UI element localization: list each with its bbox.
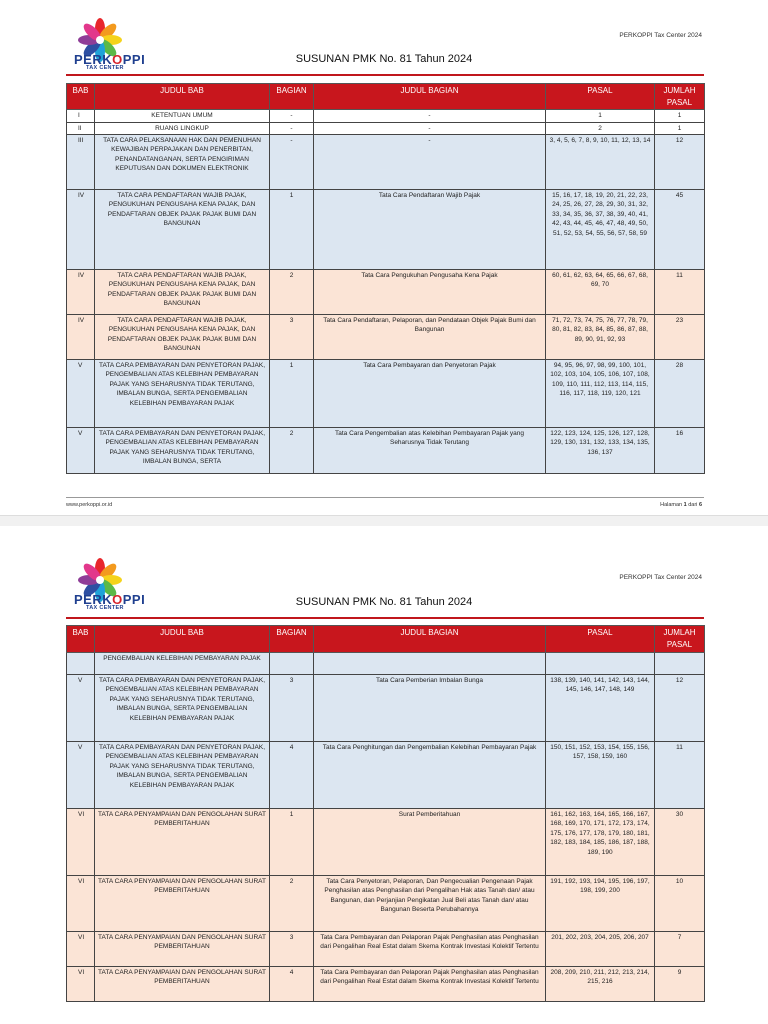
- pasal-cell: 208, 209, 210, 211, 212, 213, 214, 215, 216: [546, 967, 655, 1002]
- judul-bagian-cell: Surat Pemberitahuan: [314, 809, 546, 876]
- column-header: JUDUL BAB: [95, 84, 270, 110]
- pasal-cell: 3, 4, 5, 6, 7, 8, 9, 10, 11, 12, 13, 14: [546, 135, 655, 190]
- pasal-cell: 201, 202, 203, 204, 205, 206, 207: [546, 932, 655, 967]
- column-header: PASAL: [546, 626, 655, 653]
- pasal-cell: 60, 61, 62, 63, 64, 65, 66, 67, 68, 69, 70: [546, 270, 655, 315]
- bagian-cell: 3: [270, 675, 314, 742]
- judul-bagian-cell: [314, 653, 546, 675]
- column-header: BAB: [67, 84, 95, 110]
- bab-cell: V: [67, 742, 95, 809]
- pmk-structure-table: [66, 83, 705, 474]
- footer-rule: [66, 497, 704, 498]
- judul-bab-cell: TATA CARA PEMBAYARAN DAN PENYETORAN PAJAK, PENGEMBALIAN ATAS KELEBIHAN PEMBAYARAN PAJAK YANG SEHARUSNYA TIDAK TERUTANG, IMBALAN BUNGA, SERTA PENGEMBALIAN KELEBIHAN PEMBAYARAN PAJAK: [95, 675, 270, 742]
- table-row: [67, 122, 705, 134]
- header-rule: [66, 617, 704, 619]
- bab-cell: [67, 653, 95, 675]
- bagian-cell: 1: [270, 190, 314, 270]
- judul-bab-cell: TATA CARA PENYAMPAIAN DAN PENGOLAHAN SURAT PEMBERITAHUAN: [95, 809, 270, 876]
- bagian-cell: 4: [270, 967, 314, 1002]
- page-title: SUSUNAN PMK No. 81 Tahun 2024: [295, 53, 473, 65]
- judul-bagian-cell: Tata Cara Pembayaran dan Pelaporan Pajak Penghasilan atas Penghasilan dari Pengalihan Real Estat dalam Skema Kontrak Investasi Kolektif Tertentu: [314, 932, 546, 967]
- table-row: [67, 742, 705, 809]
- jumlah-pasal-cell: 28: [655, 360, 705, 428]
- jumlah-pasal-cell: 30: [655, 809, 705, 876]
- judul-bab-cell: RUANG LINGKUP: [95, 122, 270, 134]
- bagian-cell: -: [270, 122, 314, 134]
- bab-cell: VI: [67, 876, 95, 932]
- bab-cell: IV: [67, 315, 95, 360]
- bagian-cell: 2: [270, 876, 314, 932]
- judul-bab-cell: TATA CARA PENYAMPAIAN DAN PENGOLAHAN SURAT PEMBERITAHUAN: [95, 932, 270, 967]
- pasal-cell: 71, 72, 73, 74, 75, 76, 77, 78, 79, 80, 81, 82, 83, 84, 85, 86, 87, 88, 89, 90, 91, 92, 93: [546, 315, 655, 360]
- brand-name: PERKOPPI: [74, 52, 146, 67]
- judul-bagian-cell: Tata Cara Pendaftaran, Pelaporan, dan Pendataan Objek Pajak Bumi dan Bangunan: [314, 315, 546, 360]
- judul-bagian-cell: Tata Cara Pendaftaran Wajib Pajak: [314, 190, 546, 270]
- judul-bagian-cell: Tata Cara Pengukuhan Pengusaha Kena Pajak: [314, 270, 546, 315]
- judul-bab-cell: TATA CARA PEMBAYARAN DAN PENYETORAN PAJAK, PENGEMBALIAN ATAS KELEBIHAN PEMBAYARAN PAJAK YANG SEHARUSNYA TIDAK TERUTANG, IMBALAN BUNGA, SERTA: [95, 428, 270, 474]
- table-row: [67, 190, 705, 270]
- table-row: [67, 932, 705, 967]
- footer-url: www.perkoppi.or.id: [66, 502, 113, 508]
- jumlah-pasal-cell: 11: [655, 742, 705, 809]
- table-row: [67, 315, 705, 360]
- bab-cell: VI: [67, 932, 95, 967]
- brand-subtitle: TAX CENTER: [86, 605, 124, 611]
- bagian-cell: 4: [270, 742, 314, 809]
- jumlah-pasal-cell: 23: [655, 315, 705, 360]
- table-row: [67, 135, 705, 190]
- table-row: [67, 360, 705, 428]
- jumlah-pasal-cell: 12: [655, 135, 705, 190]
- jumlah-pasal-cell: 1: [655, 122, 705, 134]
- bagian-cell: -: [270, 135, 314, 190]
- judul-bab-cell: TATA CARA PENDAFTARAN WAJIB PAJAK, PENGUKUHAN PENGUSAHA KENA PAJAK, DAN PENDAFTARAN OBJEK PAJAK PAJAK BUMI DAN BANGUNAN: [95, 270, 270, 315]
- jumlah-pasal-cell: 9: [655, 967, 705, 1002]
- column-header: BAGIAN: [270, 84, 314, 110]
- judul-bab-cell: TATA CARA PENDAFTARAN WAJIB PAJAK, PENGUKUHAN PENGUSAHA KENA PAJAK, DAN PENDAFTARAN OBJEK PAJAK PAJAK BUMI DAN BANGUNAN: [95, 190, 270, 270]
- jumlah-pasal-cell: 45: [655, 190, 705, 270]
- document-page-2: [0, 526, 768, 1024]
- judul-bagian-cell: -: [314, 122, 546, 134]
- judul-bab-cell: KETENTUAN UMUM: [95, 110, 270, 122]
- bab-cell: VI: [67, 967, 95, 1002]
- pasal-cell: 15, 16, 17, 18, 19, 20, 21, 22, 23, 24, 25, 26, 27, 28, 29, 30, 31, 32, 33, 34, 35, 36, 37, 38, 39, 40, 41, 42, 43, 44, 45, 46, 47, 48, 49, 50, 51, 52, 53, 54, 55, 56, 57, 58, 59: [546, 190, 655, 270]
- bagian-cell: 2: [270, 270, 314, 315]
- tax-center-label: PERKOPPI Tax Center 2024: [619, 574, 702, 581]
- bab-cell: V: [67, 428, 95, 474]
- table-row: [67, 876, 705, 932]
- judul-bagian-cell: -: [314, 110, 546, 122]
- table-row: [67, 809, 705, 876]
- judul-bab-cell: TATA CARA PEMBAYARAN DAN PENYETORAN PAJAK, PENGEMBALIAN ATAS KELEBIHAN PEMBAYARAN PAJAK YANG SEHARUSNYA TIDAK TERUTANG, IMBALAN BUNGA, SERTA PENGEMBALIAN KELEBIHAN PEMBAYARAN PAJAK: [95, 360, 270, 428]
- jumlah-pasal-cell: 12: [655, 675, 705, 742]
- column-header: JUMLAH PASAL: [655, 626, 705, 653]
- column-header: JUDUL BAB: [95, 626, 270, 653]
- table-row: [67, 653, 705, 675]
- jumlah-pasal-cell: 7: [655, 932, 705, 967]
- bagian-cell: 3: [270, 932, 314, 967]
- judul-bab-cell: TATA CARA PENYAMPAIAN DAN PENGOLAHAN SURAT PEMBERITAHUAN: [95, 967, 270, 1002]
- tax-center-label: PERKOPPI Tax Center 2024: [619, 32, 702, 39]
- pasal-cell: 94, 95, 96, 97, 98, 99, 100, 101, 102, 103, 104, 105, 106, 107, 108, 109, 110, 111, 112, 113, 114, 115, 116, 117, 118, 119, 120, 121: [546, 360, 655, 428]
- judul-bagian-cell: Tata Cara Penyetoran, Pelaporan, Dan Pengecualian Pengenaan Pajak Penghasilan atas Penghasilan dari Pengalihan Hak atas Tanah dan/ atau Bangunan, dan Perjanjian Pengikatan Jual Beli atas Tanah dan/ atau Bangunan Beserta Perubahannya: [314, 876, 546, 932]
- table-row: [67, 428, 705, 474]
- judul-bab-cell: TATA CARA PENDAFTARAN WAJIB PAJAK, PENGUKUHAN PENGUSAHA KENA PAJAK, DAN PENDAFTARAN OBJEK PAJAK PAJAK BUMI DAN BANGUNAN: [95, 315, 270, 360]
- table-row: [67, 675, 705, 742]
- jumlah-pasal-cell: 16: [655, 428, 705, 474]
- judul-bagian-cell: Tata Cara Pengembalian atas Kelebihan Pembayaran Pajak yang Seharusnya Tidak Terutang: [314, 428, 546, 474]
- judul-bab-cell: PENGEMBALIAN KELEBIHAN PEMBAYARAN PAJAK: [95, 653, 270, 675]
- pasal-cell: 2: [546, 122, 655, 134]
- judul-bagian-cell: Tata Cara Pemberian Imbalan Bunga: [314, 675, 546, 742]
- pasal-cell: 122, 123, 124, 125, 126, 127, 128, 129, 130, 131, 132, 133, 134, 135, 136, 137: [546, 428, 655, 474]
- column-header: PASAL: [546, 84, 655, 110]
- page-number: Halaman 1 dari 6: [660, 502, 702, 508]
- bagian-cell: 3: [270, 315, 314, 360]
- jumlah-pasal-cell: 11: [655, 270, 705, 315]
- page-title: SUSUNAN PMK No. 81 Tahun 2024: [295, 596, 473, 608]
- bab-cell: IV: [67, 270, 95, 315]
- column-header: BAGIAN: [270, 626, 314, 653]
- bagian-cell: 2: [270, 428, 314, 474]
- column-header: JUDUL BAGIAN: [314, 626, 546, 653]
- jumlah-pasal-cell: 1: [655, 110, 705, 122]
- pasal-cell: 191, 192, 193, 194, 195, 196, 197, 198, 199, 200: [546, 876, 655, 932]
- brand-name: PERKOPPI: [74, 592, 146, 607]
- bab-cell: V: [67, 675, 95, 742]
- brand-subtitle: TAX CENTER: [86, 65, 124, 71]
- bab-cell: I: [67, 110, 95, 122]
- judul-bagian-cell: -: [314, 135, 546, 190]
- jumlah-pasal-cell: [655, 653, 705, 675]
- bab-cell: IV: [67, 190, 95, 270]
- header-rule: [66, 74, 704, 76]
- bagian-cell: 1: [270, 360, 314, 428]
- pmk-structure-table: [66, 625, 705, 1002]
- pasal-cell: 138, 139, 140, 141, 142, 143, 144, 145, 146, 147, 148, 149: [546, 675, 655, 742]
- column-header: JUMLAH PASAL: [655, 84, 705, 110]
- table-row: [67, 110, 705, 122]
- table-row: [67, 270, 705, 315]
- column-header: BAB: [67, 626, 95, 653]
- bab-cell: III: [67, 135, 95, 190]
- bab-cell: II: [67, 122, 95, 134]
- judul-bab-cell: TATA CARA PEMBAYARAN DAN PENYETORAN PAJAK, PENGEMBALIAN ATAS KELEBIHAN PEMBAYARAN PAJAK YANG SEHARUSNYA TIDAK TERUTANG, IMBALAN BUNGA, SERTA PENGEMBALIAN KELEBIHAN PEMBAYARAN PAJAK: [95, 742, 270, 809]
- pasal-cell: 1: [546, 110, 655, 122]
- table-row: [67, 967, 705, 1002]
- bab-cell: VI: [67, 809, 95, 876]
- judul-bagian-cell: Tata Cara Pembayaran dan Pelaporan Pajak Penghasilan atas Penghasilan dari Pengalihan Real Estat dalam Skema Kontrak Investasi Kolektif Tertentu: [314, 967, 546, 1002]
- bagian-cell: -: [270, 110, 314, 122]
- bagian-cell: [270, 653, 314, 675]
- judul-bab-cell: TATA CARA PELAKSANAAN HAK DAN PEMENUHAN KEWAJIBAN PERPAJAKAN DAN PENERBITAN, PENANDATANGANAN, SERTA PENGIRIMAN KEPUTUSAN DAN DOKUMEN ELEKTRONIK: [95, 135, 270, 190]
- judul-bab-cell: TATA CARA PENYAMPAIAN DAN PENGOLAHAN SURAT PEMBERITAHUAN: [95, 876, 270, 932]
- column-header: JUDUL BAGIAN: [314, 84, 546, 110]
- bagian-cell: 1: [270, 809, 314, 876]
- pasal-cell: [546, 653, 655, 675]
- judul-bagian-cell: Tata Cara Penghitungan dan Pengembalian Kelebihan Pembayaran Pajak: [314, 742, 546, 809]
- pasal-cell: 161, 162, 163, 164, 165, 166, 167, 168, 169, 170, 171, 172, 173, 174, 175, 176, 177, 178, 179, 180, 181, 182, 183, 184, 185, 186, 187, 188, 189, 190: [546, 809, 655, 876]
- pasal-cell: 150, 151, 152, 153, 154, 155, 156, 157, 158, 159, 160: [546, 742, 655, 809]
- bab-cell: V: [67, 360, 95, 428]
- judul-bagian-cell: Tata Cara Pembayaran dan Penyetoran Pajak: [314, 360, 546, 428]
- jumlah-pasal-cell: 10: [655, 876, 705, 932]
